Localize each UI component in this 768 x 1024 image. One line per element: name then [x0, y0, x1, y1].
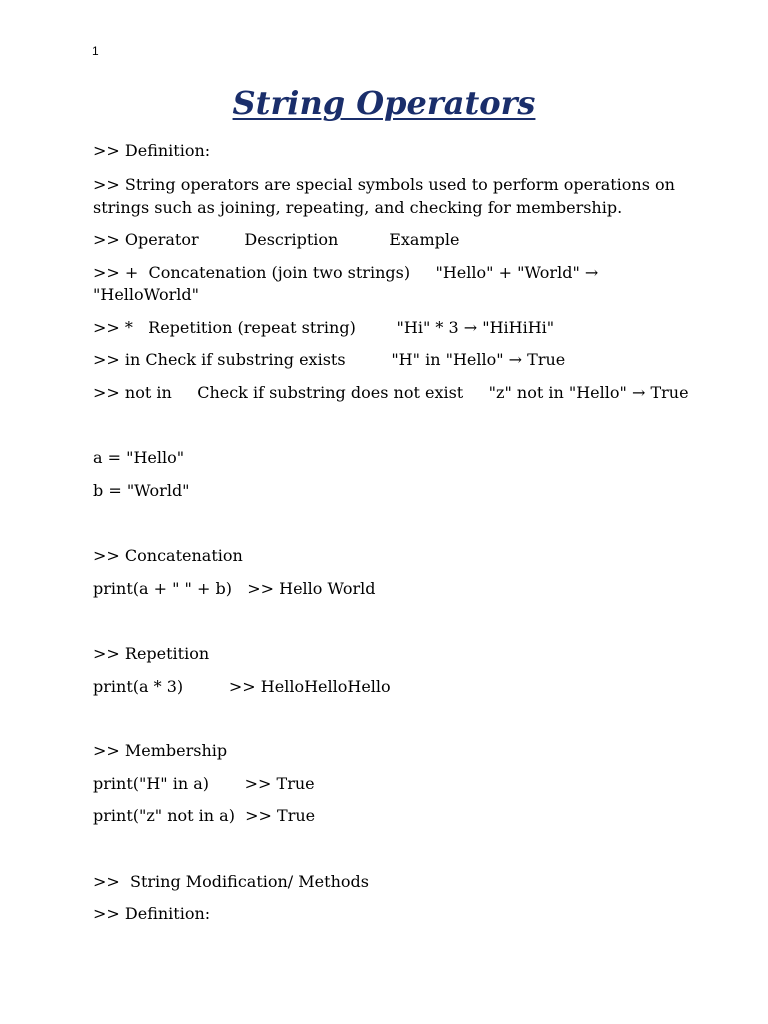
section-string-modification: >> String Modification/ Methods [93, 872, 369, 891]
section-repetition: >> Repetition [93, 644, 210, 663]
section-membership: >> Membership [93, 741, 228, 760]
definition-heading: >> Definition: [93, 141, 211, 160]
code-membership-in: print("H" in a) >> True [93, 774, 315, 793]
code-membership-not-in: print("z" not in a) >> True [93, 806, 316, 825]
table-header-row: >> Operator Description Example [93, 230, 460, 249]
page-number: 1 [92, 44, 99, 58]
code-line-a: a = "Hello" [93, 448, 185, 467]
code-concatenation: print(a + " " + b) >> Hello World [93, 579, 376, 598]
operator-row-concatenation: >> + Concatenation (join two strings) "Hello" + "World" → [93, 263, 599, 282]
operator-row-repetition: >> * Repetition (repeat string) "Hi" * 3 → "HiHiHi" [93, 318, 555, 337]
definition-heading-2: >> Definition: [93, 904, 211, 923]
operator-row-in: >> in Check if substring exists "H" in "Hello" → True [93, 350, 566, 369]
code-repetition: print(a * 3) >> HelloHelloHello [93, 677, 391, 696]
operator-row-concatenation-cont: "HelloWorld" [93, 285, 200, 304]
section-concatenation: >> Concatenation [93, 546, 243, 565]
definition-text: >> String operators are special symbols used to perform operations on strings such as joining, repeating, and checking for membership. [93, 175, 675, 217]
page-title: String Operators [232, 84, 536, 122]
code-line-b: b = "World" [93, 481, 190, 500]
operator-row-not-in: >> not in Check if substring does not exist "z" not in "Hello" → True [93, 383, 689, 402]
